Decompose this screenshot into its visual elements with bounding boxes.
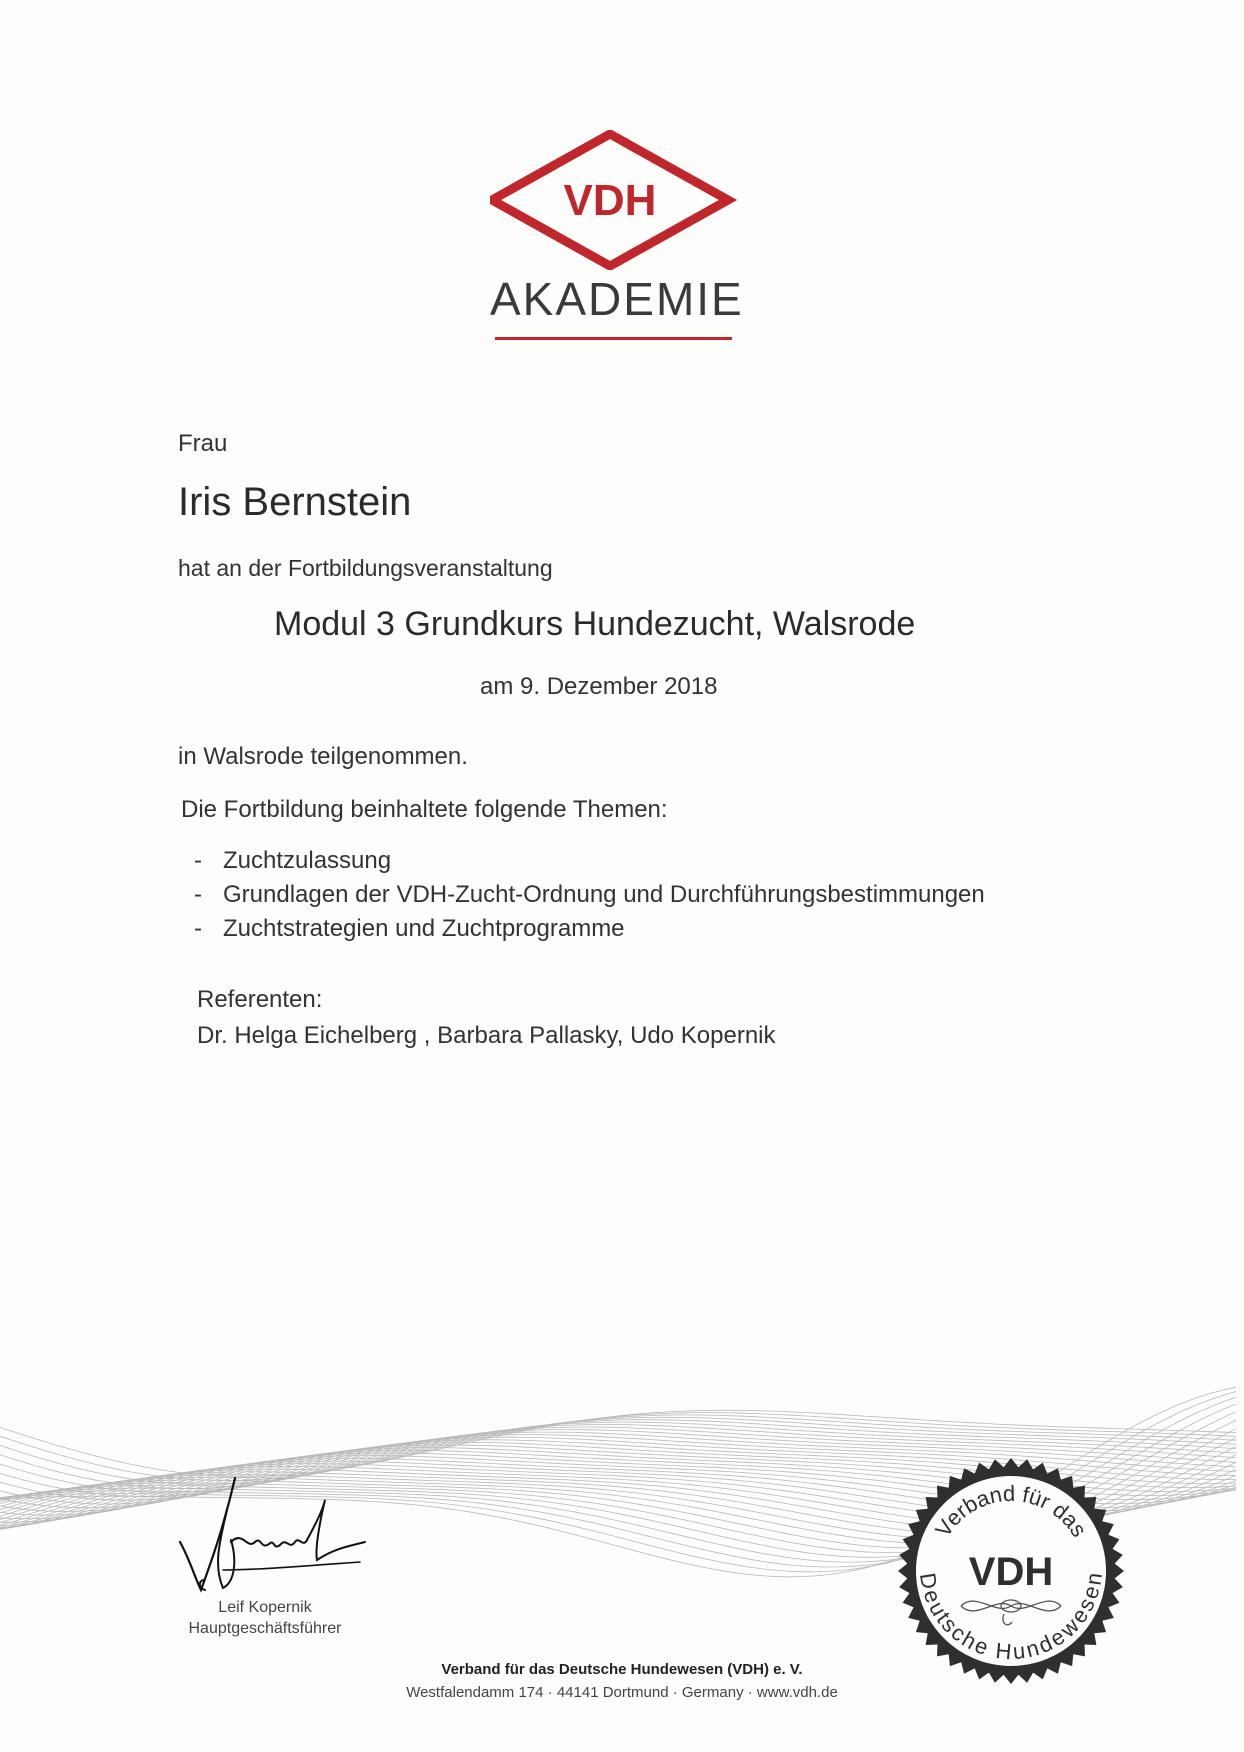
participation-statement: in Walsrode teilgenommen. [178, 743, 468, 770]
logo-subtitle: AKADEMIE [490, 273, 744, 325]
list-item: - Zuchtzulassung [194, 847, 392, 874]
seal-top-arc: Verband für das [930, 1480, 1092, 1542]
seal-center-text: VDH [968, 1550, 1054, 1594]
topic-label: Zuchtzulassung [223, 847, 392, 874]
footer-address: Westfalendamm 174 · 44141 Dortmund · Germany · www.vdh.de [406, 1684, 838, 1701]
logo-underline [495, 337, 732, 340]
seal-bottom-arc: Deutsche Hundewesen [914, 1571, 1107, 1665]
signature-image [165, 1470, 375, 1600]
course-date: am 9. Dezember 2018 [480, 673, 718, 700]
list-item: - Grundlagen der VDH-Zucht-Ordnung und Durchführungsbestimmungen [194, 881, 985, 908]
topics-intro: Die Fortbildung beinhaltete folgende Themen: [181, 796, 668, 823]
vdh-logo [490, 130, 740, 270]
signer-title: Hauptgeschäftsführer [188, 1620, 342, 1637]
speakers-names: Dr. Helga Eichelberg , Barbara Pallasky, Udo Kopernik [197, 1022, 776, 1049]
recipient-name: Iris Bernstein [178, 480, 412, 524]
logo-brand-text: VDH [563, 176, 657, 225]
topics-list [194, 846, 985, 948]
list-item: - Zuchtstrategien und Zuchtprogramme [194, 915, 625, 942]
salutation: Frau [178, 430, 228, 457]
topic-label: Zuchtstrategien und Zuchtprogramme [223, 915, 625, 942]
course-title: Modul 3 Grundkurs Hundezucht, Walsrode [274, 605, 916, 643]
topic-label: Grundlagen der VDH-Zucht-Ordnung und Durchführungsbestimmungen [223, 881, 985, 908]
intro-text: hat an der Fortbildungsveranstaltung [178, 555, 553, 581]
speakers-label: Referenten: [197, 986, 323, 1013]
footer-organization: Verband für das Deutsche Hundewesen (VDH) e. V. [441, 1661, 803, 1678]
signer-name: Leif Kopernik [218, 1599, 312, 1616]
vdh-seal [896, 1456, 1126, 1686]
